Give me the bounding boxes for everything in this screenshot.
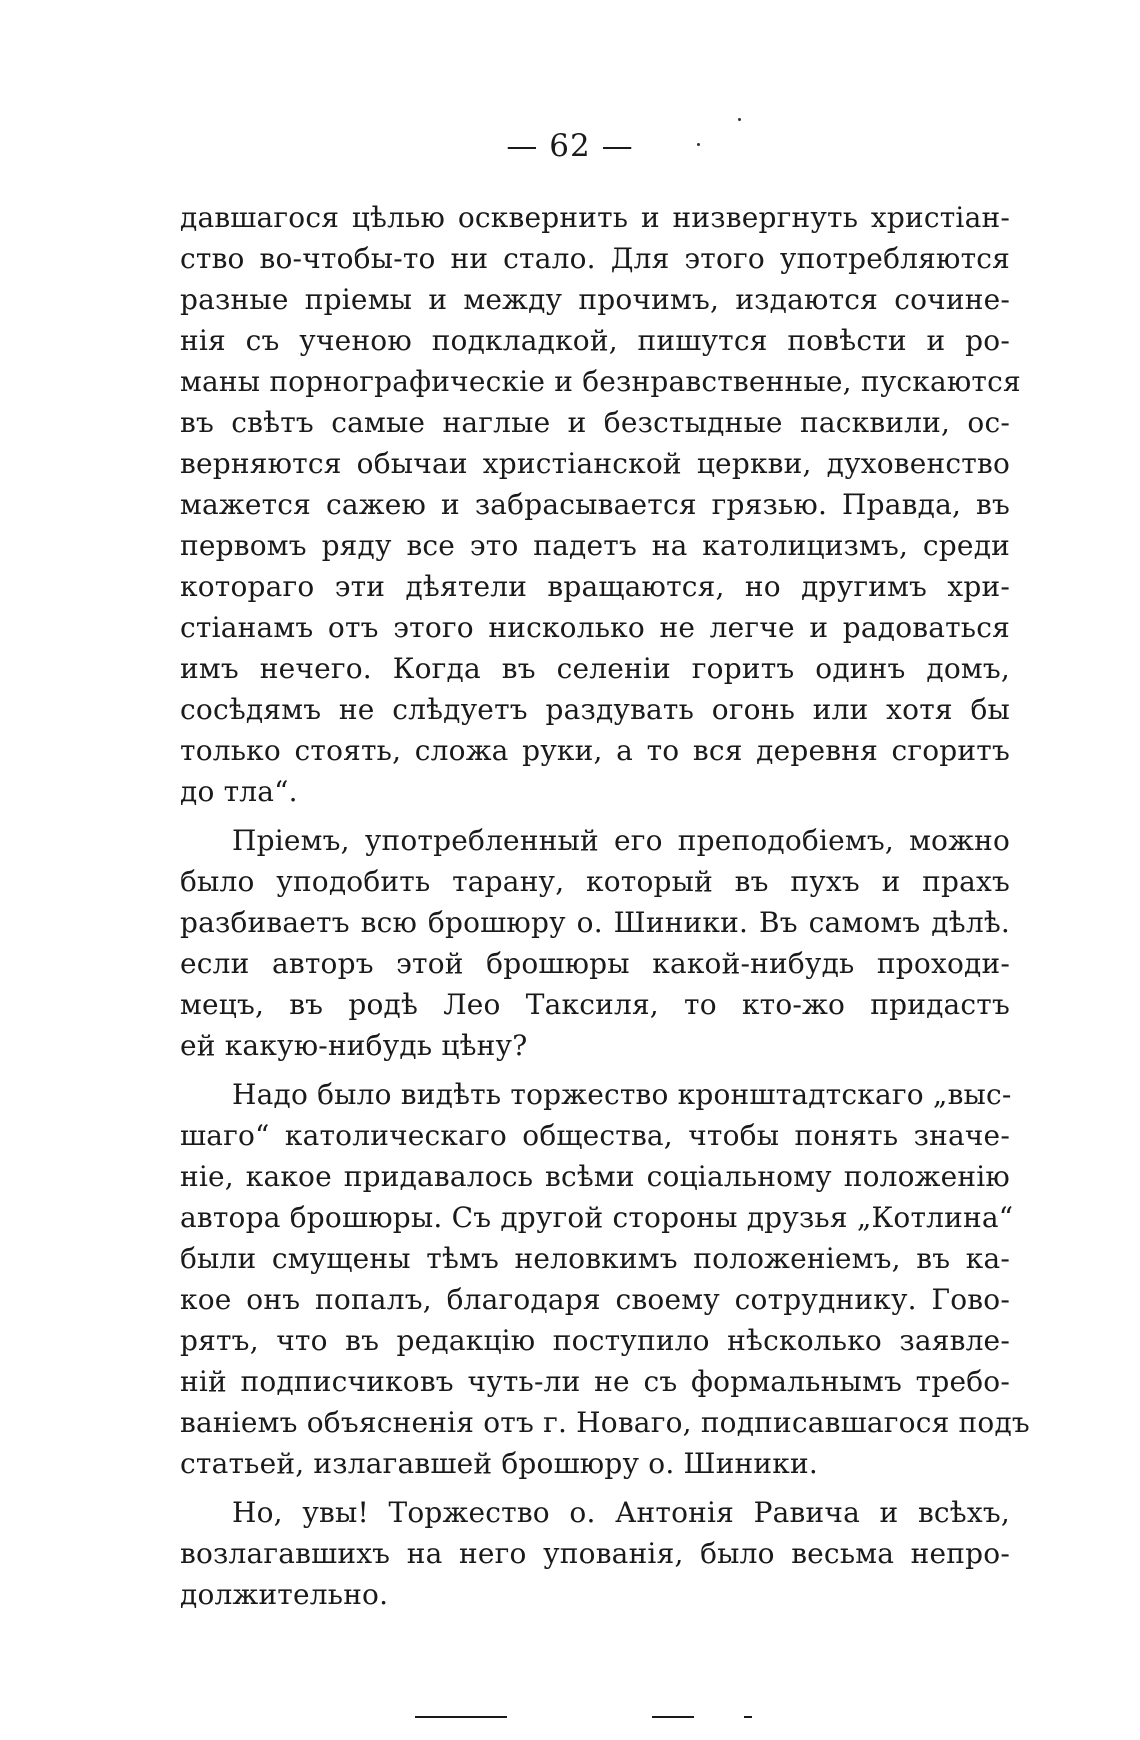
- text-line: только стоять, сложа руки, а то вся деревня сгоритъ: [180, 734, 1010, 767]
- text-line: Но, увы! Торжество о. Антонія Равича и всѣхъ,: [232, 1496, 1010, 1529]
- page-number: — 62 —: [506, 128, 634, 164]
- text-line: до тла“.: [180, 775, 298, 808]
- text-line: было уподобить тарану, который въ пухъ и прахъ: [180, 865, 1010, 898]
- text-line: верняются обычаи христіанской церкви, духовенство: [180, 447, 1010, 480]
- text-line: мецъ, въ родѣ Лео Таксиля, то кто-жо придастъ: [180, 988, 1010, 1021]
- text-line: мажется сажею и забрасывается грязью. Правда, въ: [180, 488, 1010, 521]
- paragraph-2: [180, 820, 1010, 1066]
- text-line: должительно.: [180, 1578, 389, 1611]
- text-line: ей какую-нибудь цѣну?: [180, 1029, 528, 1062]
- paragraph-1: [180, 197, 1021, 812]
- footer-rule: [744, 1716, 752, 1718]
- body-text: [180, 197, 1030, 1615]
- text-line: въ свѣтъ самые наглые и безстыдные пасквили, ос-: [180, 406, 1010, 439]
- text-line: ній подписчиковъ чуть-ли не съ формальнымъ требо-: [180, 1365, 1010, 1398]
- text-line: имъ нечего. Когда въ селеніи горитъ одинъ домъ,: [180, 652, 1010, 685]
- footer-rule: [652, 1716, 694, 1718]
- text-line: возлагавшихъ на него упованія, было весьма непро-: [180, 1537, 1010, 1570]
- text-line: маны порнографическіе и безнравственные, пускаются: [180, 365, 1021, 398]
- text-line: котораго эти дѣятели вращаются, но другимъ хри-: [180, 570, 1010, 603]
- text-line: если авторъ этой брошюры какой-нибудь проходи-: [180, 947, 1010, 980]
- text-line: ніе, какое придавалось всѣми соціальному положенію: [180, 1160, 1010, 1193]
- text-line: давшагося цѣлью осквернить и низвергнуть христіан-: [180, 201, 1010, 234]
- text-line: разбиваетъ всю брошюру о. Шиники. Въ самомъ дѣлѣ.: [180, 906, 1010, 939]
- footer-rule: [415, 1716, 507, 1718]
- text-line: Пріемъ, употребленный его преподобіемъ, можно: [232, 824, 1010, 857]
- text-line: статьей, излагавшей брошюру о. Шиники.: [180, 1447, 818, 1480]
- paragraph-4: [180, 1492, 1010, 1615]
- text-line: рятъ, что въ редакцію поступило нѣсколько заявле-: [180, 1324, 1010, 1357]
- text-line: первомъ ряду все это падетъ на католицизмъ, среди: [180, 529, 1010, 562]
- text-line: сосѣдямъ не слѣдуетъ раздувать огонь или хотя бы: [180, 693, 1010, 726]
- text-line: ваніемъ объясненія отъ г. Новаго, подписавшагося подъ: [180, 1406, 1030, 1439]
- print-speck: [738, 118, 741, 121]
- text-line: шаго“ католическаго общества, чтобы понять значе-: [180, 1119, 1010, 1152]
- text-line: были смущены тѣмъ неловкимъ положеніемъ, въ ка-: [180, 1242, 1010, 1275]
- text-line: автора брошюры. Съ другой стороны друзья „Котлина“: [180, 1201, 1014, 1234]
- print-speck: [697, 143, 700, 146]
- paragraph-3: [180, 1074, 1030, 1484]
- text-line: Надо было видѣть торжество кронштадтскаго „выс-: [232, 1078, 1012, 1111]
- text-line: разные пріемы и между прочимъ, издаются сочине-: [180, 283, 1010, 316]
- text-line: стіанамъ отъ этого нисколько не легче и радоваться: [180, 611, 1010, 644]
- text-line: нія съ ученою подкладкой, пишутся повѣсти и ро-: [180, 324, 1010, 357]
- text-line: кое онъ попалъ, благодаря своему сотруднику. Гово-: [180, 1283, 1010, 1316]
- text-line: ство во-чтобы-то ни стало. Для этого употребляются: [180, 242, 1010, 275]
